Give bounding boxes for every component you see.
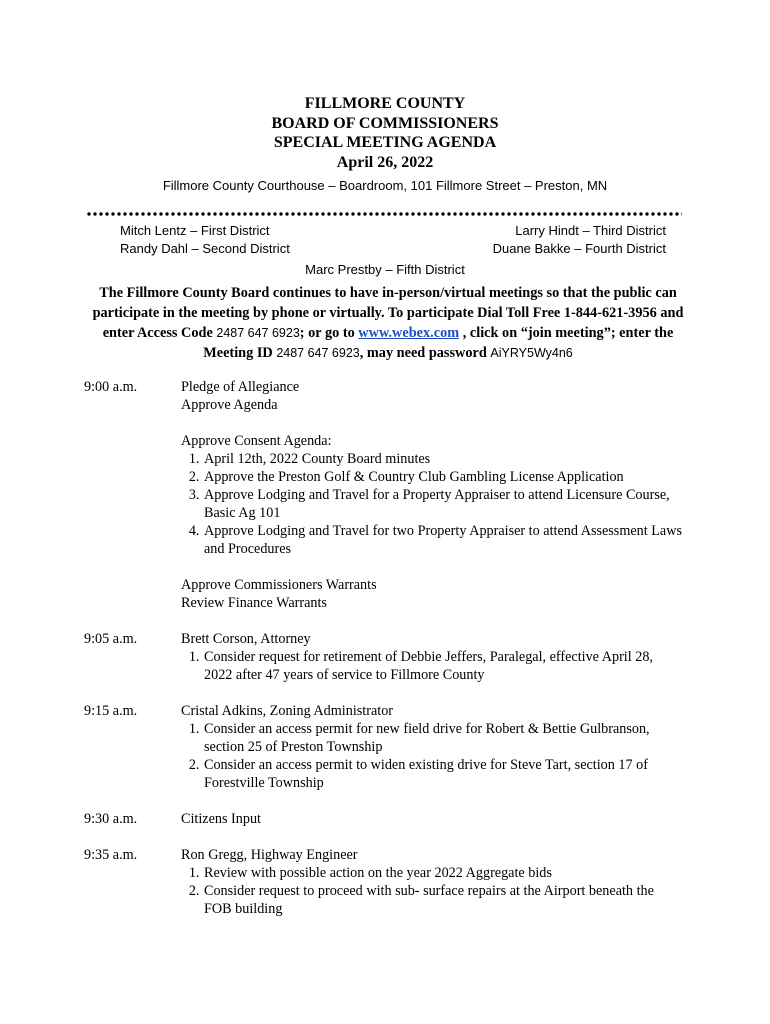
meeting-password: AiYRY5Wy4n6 [490, 346, 573, 360]
commissioners-left [120, 222, 290, 258]
approve-agenda-item: Approve Agenda [181, 397, 278, 413]
list-item: 2. Approve the Preston Golf & Country Club Gambling License Application [203, 468, 684, 486]
agenda-slot-body [181, 810, 684, 828]
agenda-item-list [181, 720, 684, 792]
board-name: BOARD OF COMMISSIONERS [271, 114, 499, 132]
agenda-time: 9:00 a.m. [84, 379, 138, 395]
list-item: 2. Consider an access permit to widen existing drive for Steve Tart, section 17 of Forestville Township [203, 756, 684, 792]
commissioner-third-district: Larry Hindt – Third District [515, 223, 666, 238]
commissioner-second-district: Randy Dahl – Second District [120, 241, 290, 256]
commissioner-first-district: Mitch Lentz – First District [120, 223, 270, 238]
notice-text-2: ; or go to [299, 325, 359, 341]
access-code: 2487 647 6923 [216, 326, 300, 340]
agenda-item-list [181, 648, 684, 684]
commissioners-right [493, 222, 666, 258]
document-title: SPECIAL MEETING AGENDA [273, 134, 497, 151]
agenda-slot-900 [84, 378, 684, 612]
commissioner-fifth-district: Marc Prestby – Fifth District [305, 262, 465, 277]
meeting-id: 2487 647 6923 [276, 346, 360, 360]
list-item: 2. Consider request to proceed with sub- surface repairs at the Airport beneath the FOB building [203, 882, 684, 918]
consent-agenda-title: Approve Consent Agenda: [181, 433, 332, 449]
agenda-slot-body [181, 846, 684, 918]
commissioners-warrants-item: Approve Commissioners Warrants [181, 577, 377, 593]
list-item: 1. Consider request for retirement of Debbie Jeffers, Paralegal, effective April 28, 2022 after 47 years of service to Fillmore County [203, 648, 684, 684]
consent-agenda-list [181, 450, 684, 558]
list-item: 3. Approve Lodging and Travel for a Property Appraiser to attend Licensure Course, Basic Ag 101 [203, 486, 684, 522]
agenda-slot-body [181, 630, 684, 684]
list-item: 4. Approve Lodging and Travel for two Property Appraiser to attend Assessment Laws and Procedures [203, 522, 684, 558]
meeting-location: Fillmore County Courthouse – Boardroom, 101 Fillmore Street – Preston, MN [162, 178, 608, 193]
notice-text-1: The Fillmore County Board continues to have in-person/virtual meetings so that the public can participate in the meeting by phone or virtually. To participate Dial Toll Free 1-844-621-3956 and enter Access Code [92, 285, 684, 341]
agenda-slot-body [181, 378, 684, 612]
agenda-header [0, 94, 770, 193]
presenter: Brett Corson, Attorney [181, 631, 311, 647]
agenda-list [84, 378, 684, 936]
finance-warrants-item: Review Finance Warrants [181, 595, 327, 611]
notice-text-3: , click on “join meeting”; enter the Meeting ID [203, 325, 674, 361]
list-item: 1. Review with possible action on the year 2022 Aggregate bids [203, 864, 684, 882]
agenda-slot-915 [84, 702, 684, 792]
notice-text-4: , may need password [359, 345, 491, 361]
agenda-slot-930 [84, 810, 684, 828]
agenda-slot-905 [84, 630, 684, 684]
presenter: Citizens Input [181, 811, 261, 827]
virtual-meeting-notice [90, 283, 686, 363]
agenda-time: 9:30 a.m. [84, 811, 138, 827]
dotted-divider [86, 211, 682, 217]
commissioner-fourth-district: Duane Bakke – Fourth District [492, 241, 666, 256]
county-name: FILLMORE COUNTY [304, 95, 466, 112]
agenda-time: 9:05 a.m. [84, 631, 138, 647]
agenda-time: 9:35 a.m. [84, 847, 138, 863]
list-item: 1. Consider an access permit for new field drive for Robert & Bettie Gulbranson, section 25 of Preston Township [203, 720, 684, 756]
agenda-item-list [181, 864, 684, 918]
agenda-time: 9:15 a.m. [84, 703, 138, 719]
pledge-item: Pledge of Allegiance [181, 379, 300, 395]
webex-link[interactable]: www.webex.com [358, 325, 460, 341]
presenter: Ron Gregg, Highway Engineer [181, 847, 358, 863]
agenda-slot-935 [84, 846, 684, 918]
meeting-date: April 26, 2022 [336, 153, 434, 171]
agenda-slot-body [181, 702, 684, 792]
presenter: Cristal Adkins, Zoning Administrator [181, 703, 394, 719]
list-item: 1. April 12th, 2022 County Board minutes [203, 450, 684, 468]
